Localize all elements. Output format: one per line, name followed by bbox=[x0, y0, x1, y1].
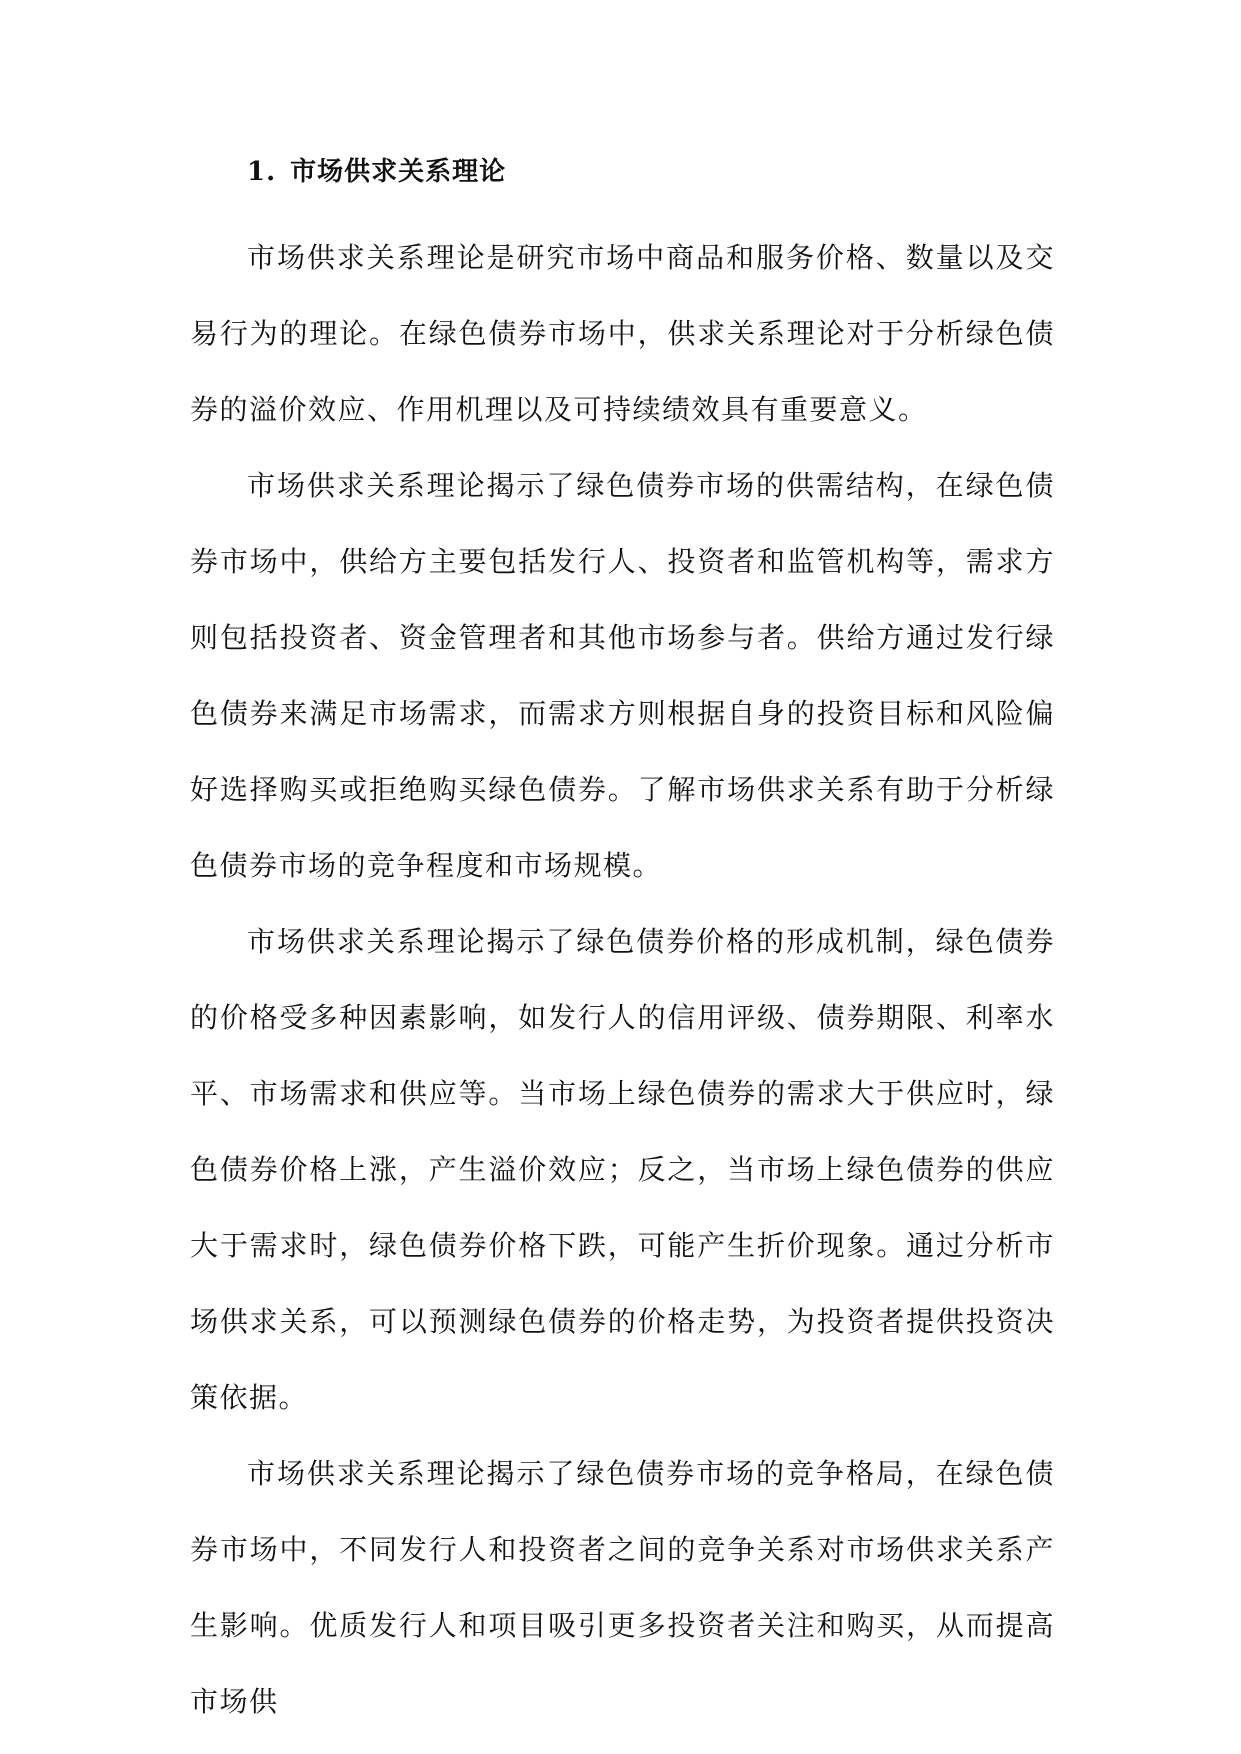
section-heading bbox=[190, 140, 1055, 204]
paragraph-1: 市场供求关系理论是研究市场中商品和服务价格、数量以及交易行为的理论。在绿色债券市场中，供求关系理论对于分析绿色债券的溢价效应、作用机理以及可持续绩效具有重要意义。 bbox=[190, 241, 1055, 426]
paragraph-2: 市场供求关系理论揭示了绿色债券市场的供需结构，在绿色债券市场中，供给方主要包括发行人、投资者和监管机构等，需求方则包括投资者、资金管理者和其他市场参与者。供给方通过发行绿色债券来满足市场需求，而需求方则根据自身的投资目标和风险偏好选择购买或拒绝购买绿色债券。了解市场供求关系有助于分析绿色债券市场的竞争程度和市场规模。 bbox=[190, 469, 1055, 882]
section-number: 1. bbox=[247, 157, 277, 187]
paragraph-4: 市场供求关系理论揭示了绿色债券市场的竞争格局，在绿色债券市场中，不同发行人和投资者之间的竞争关系对市场供求关系产生影响。优质发行人和项目吸引更多投资者关注和购买，从而提高市场供 bbox=[190, 1457, 1055, 1718]
document-body bbox=[190, 140, 1055, 1740]
section-title: 市场供求关系理论 bbox=[290, 157, 507, 187]
paragraph-3: 市场供求关系理论揭示了绿色债券价格的形成机制，绿色债券的价格受多种因素影响，如发行人的信用评级、债券期限、利率水平、市场需求和供应等。当市场上绿色债券的需求大于供应时，绿色债券价格上涨，产生溢价效应；反之，当市场上绿色债券的供应大于需求时，绿色债券价格下跌，可能产生折价现象。通过分析市场供求关系，可以预测绿色债券的价格走势，为投资者提供投资决策依据。 bbox=[190, 925, 1055, 1414]
